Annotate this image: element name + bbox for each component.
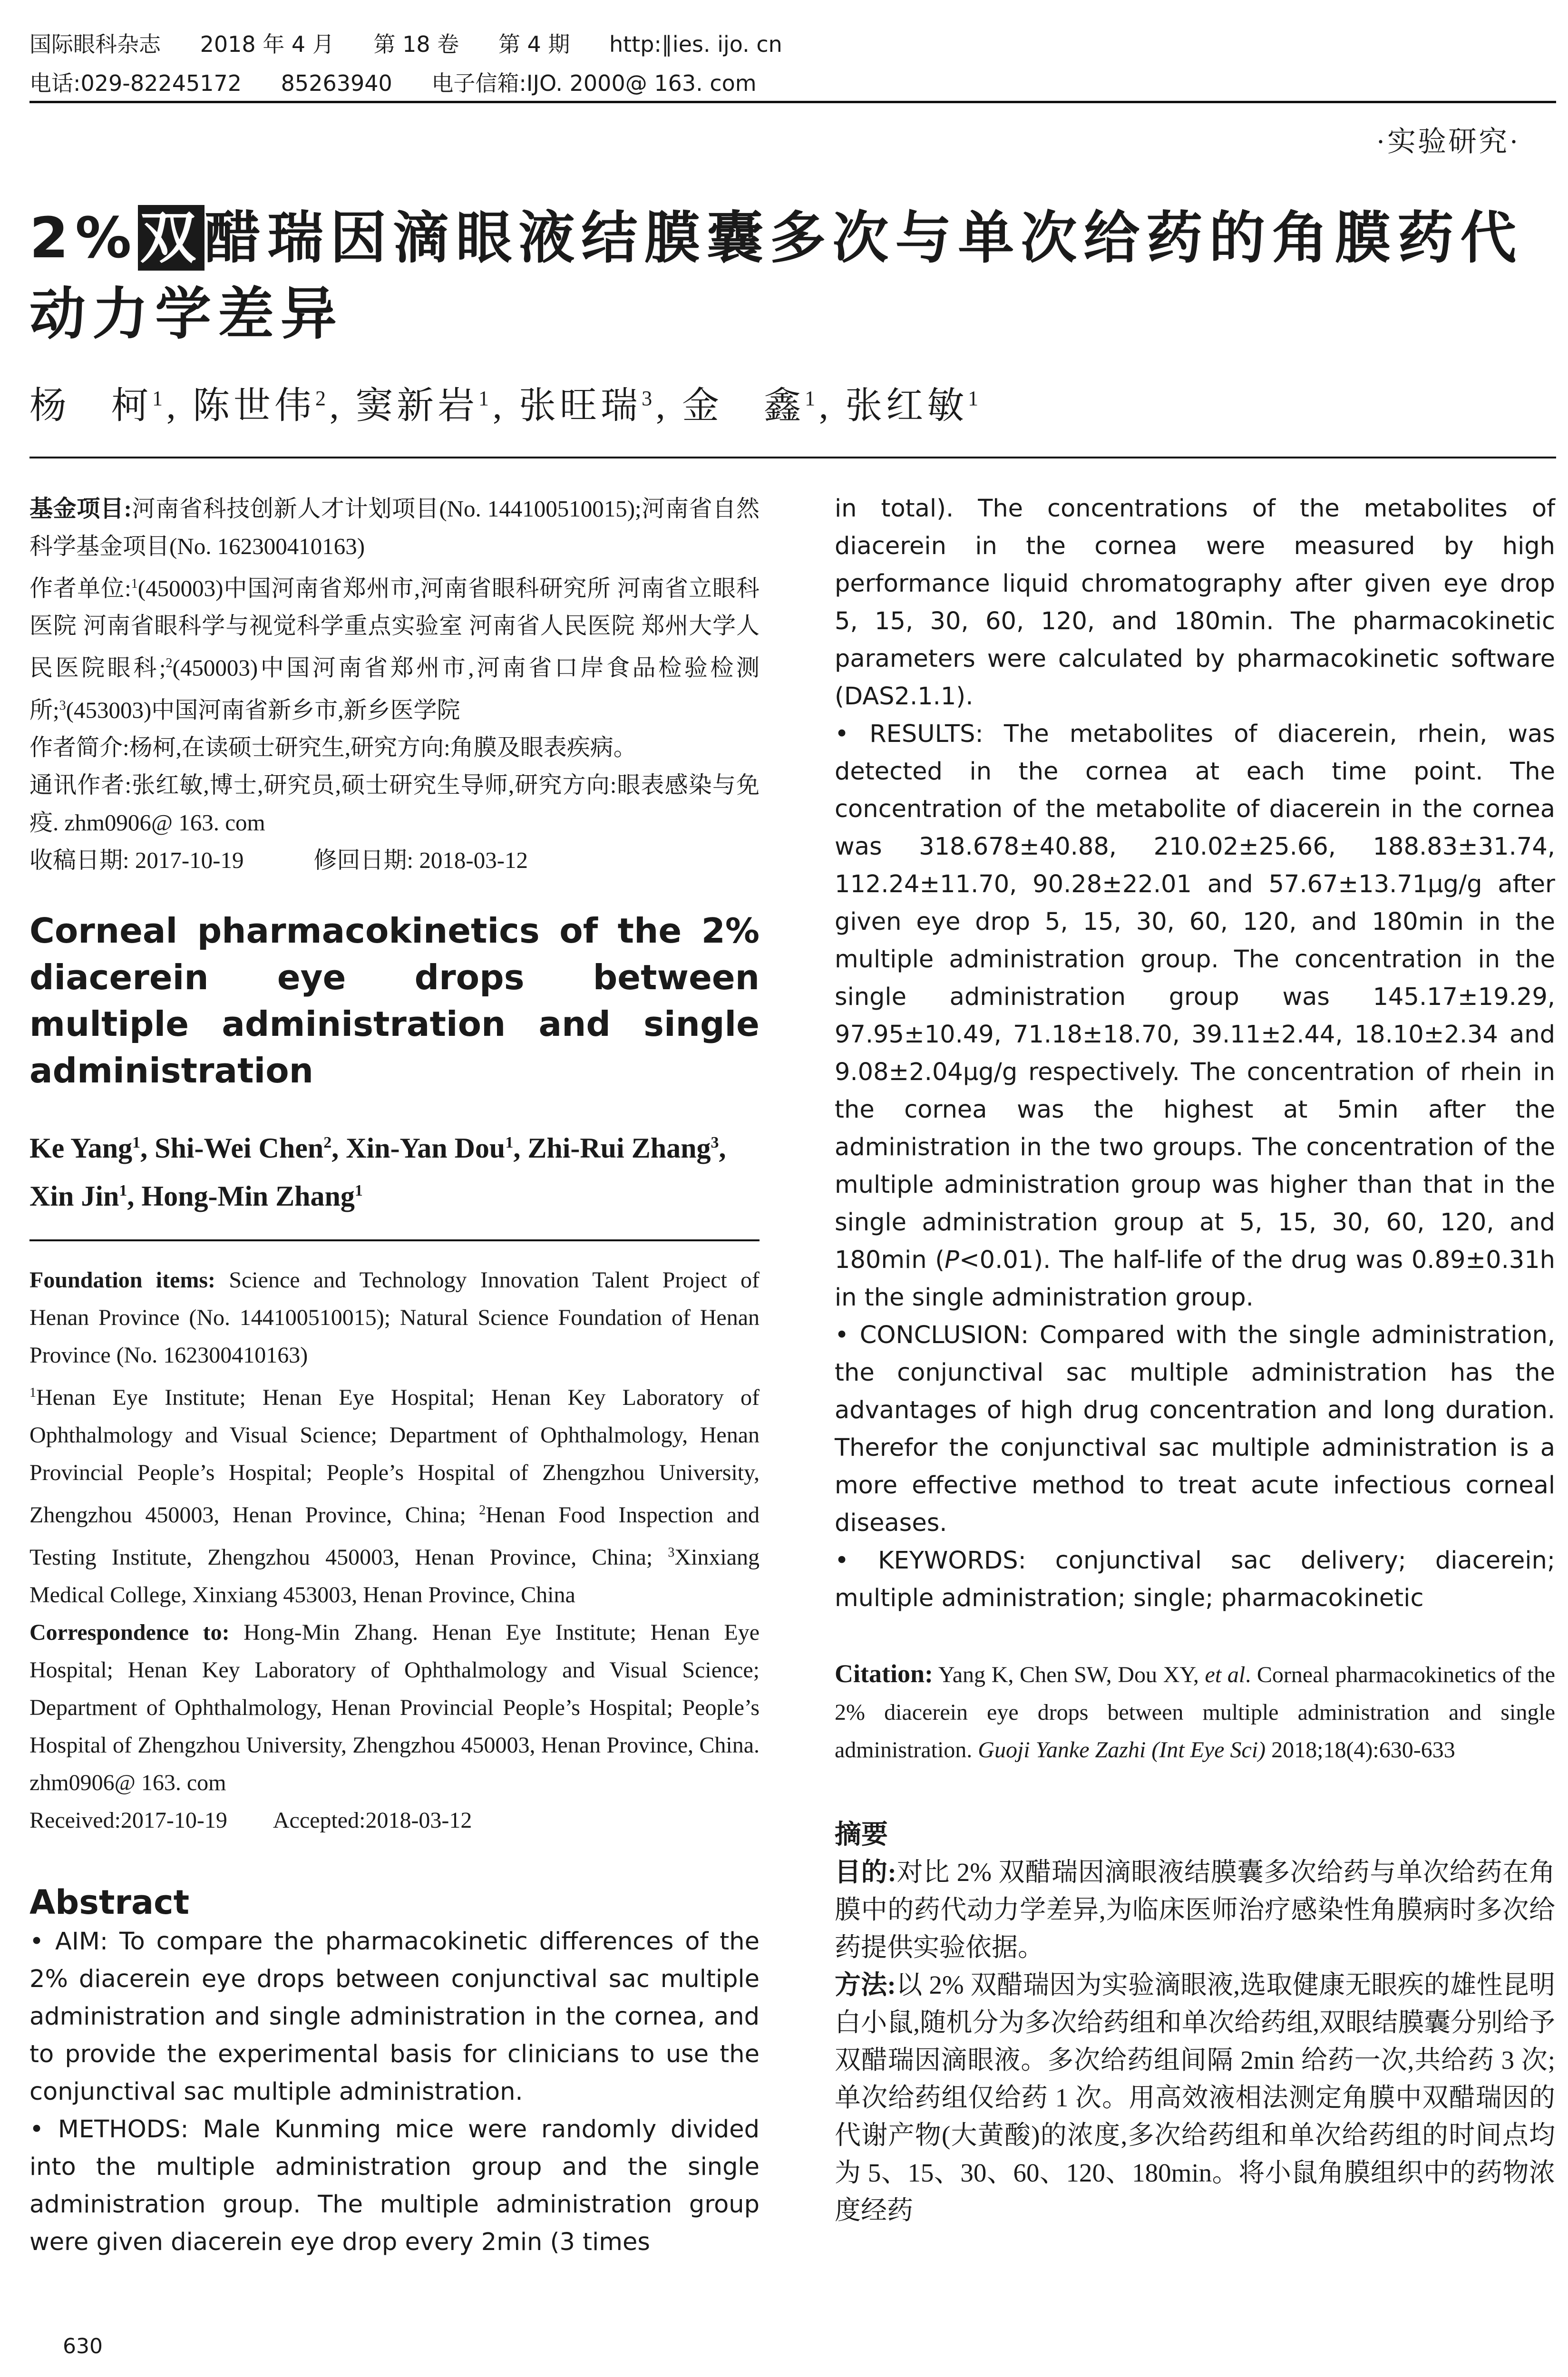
author-en-affiliation: 1 [119,1181,127,1199]
cn-methods-text: 以 2% 双醋瑞因为实验滴眼液,选取健康无眼疾的雄性昆明白小鼠,随机分为多次给药组和单次给药组,双眼结膜囊分别给予双醋瑞因滴眼液。多次给药组间隔 2min 给药一次,共给药 3 次;单次给药组仅给药 1 次。用高效液相法测定角膜中双醋瑞因的代谢产物(大黄酸)的浓度,多次给药组和单次给药组的时间点均为 5、15、30、60、120、180min。将小鼠角膜组织中的药物浓度经药 [835,1970,1555,2225]
title-highlighted-char: 双 [138,205,205,271]
received-date-cn: 收稿日期: 2017-10-19 [29,847,244,873]
abstract-results [835,715,1555,1316]
issue-number: 第 4 期 [498,31,570,57]
en-info-block [29,1261,760,1839]
authors-rule [29,1239,760,1241]
right-column [835,490,1555,2229]
aff2-sup: 2 [479,1502,486,1518]
author-bio-cn: 作者简介:杨柯,在读硕士研究生,研究方向:角膜及眼表疾病。 [29,734,637,760]
unit-1-cn: (450003)中国河南省郑州市,河南省眼科研究所 河南省立眼科医院 河南省眼科学与视觉科学重点实验室 河南省人民医院 郑州大学人民医院眼科; [29,575,760,681]
foundation-cn: 河南省科技创新人才计划项目(No. 144100510015);河南省自然科学基金项目(No. 162300410163) [29,496,760,559]
author-en: Shi-Wei Chen [155,1132,324,1164]
aff3-sup: 3 [668,1545,675,1560]
cn-abstract-heading: 摘要 [835,1820,888,1850]
author-en-affiliation: 2 [323,1133,332,1151]
title-rest: 醋瑞因滴眼液结膜囊多次与单次给药的角膜药代动力学差异 [29,205,1523,347]
title-rule [29,457,1556,458]
unit-1-sup: 1 [131,576,138,591]
phone-2: 85263940 [281,70,392,96]
journal-url[interactable]: http:∥ies. ijo. cn [609,31,782,57]
affiliation-3-en: Xinxiang Medical College, Xinxiang 453003, Henan Province, China [29,1544,760,1607]
citation-text: . Corneal pharmacokinetics of the 2% diacerein eye drops between multiple administration and single administration. [835,1662,1556,1763]
affiliation-2-en: Henan Food Inspection and Testing Institute, Zhengzhou 450003, Henan Province, China; [29,1502,760,1570]
author-cn-affiliation: 1 [478,387,493,410]
author-cn: 张旺瑞 [519,385,642,426]
authors-cn: 杨 柯$^1$, 陈世伟$^2$, 窦新岩$^1$, 张旺瑞$^3$, 金 鑫$^1$, 张红敏$^1$ [29,385,983,426]
author-cn-affiliation: 1 [968,387,983,410]
issue-date: 2018 年 4 月 [200,31,334,57]
author-cn: 杨 柯 [29,385,153,426]
title-prefix: 2% [29,205,138,271]
phone: 电话:029-82245172 [29,70,242,96]
p-value-symbol: P [945,1246,959,1274]
unit-2-sup: 2 [166,656,173,671]
author-en: Xin-Yan Dou [346,1132,506,1164]
foundation-en: Science and Technology Innovation Talent Project of Henan Province (No. 144100510015); Natural Science Foundation of Henan Province (No. 162300410163) [29,1267,760,1368]
section-tag: ·实验研究· [1376,126,1520,157]
citation-label: Citation: [835,1659,933,1688]
author-cn-affiliation: 1 [805,387,819,410]
author-cn-affiliation: 1 [152,387,167,410]
correspondence-cn: 通讯作者:张红敏,博士,研究员,硕士研究生导师,研究方向:眼表感染与免疫. zhm0906@ 163. com [29,771,760,836]
aff1-sup: 1 [29,1385,36,1400]
cn-info-block [29,490,760,879]
received-date-en: Received:2017-10-19 [29,1807,227,1833]
author-en: Hong-Min Zhang [141,1180,355,1212]
author-en: Xin Jin [29,1180,119,1212]
page-number: 630 [63,2334,103,2358]
author-en-affiliation: 1 [132,1133,141,1151]
author-cn: 窦新岩 [356,385,479,426]
accepted-date-en: Accepted:2018-03-12 [273,1807,472,1833]
abstract-conclusion: • CONCLUSION: Compared with the single administration, the conjunctival sac multiple administration has the advantages of high drug concentration and long duration. Therefor the conjunctival sac multiple administration is a more effective method to treat acute infectious corneal diseases. [835,1321,1555,1537]
abstract-aim: • AIM: To compare the pharmacokinetic differences of the 2% diacerein eye drops between conjunctival sac multiple administration and single administration in the cornea, and to provide the experimental basis for clinicians to use the conjunctival sac multiple administration. [29,1927,760,2106]
article-title-en: Corneal pharmacokinetics of the 2% diacerein eye drops between multiple administration and single administration [29,910,760,1091]
authors-en: Ke Yang$^1$, Shi-Wei Chen$^2$, Xin-Yan Dou$^1$, Zhi-Rui Zhang$^3$, Xin Jin$^1$, Hong-Min Zhang$^1$ [29,1132,726,1212]
unit-2-cn: (450003)中国河南省郑州市,河南省口岸食品检验检测所; [29,654,760,723]
cn-abstract-aim [835,1853,1555,1966]
cn-abstract-methods [835,1966,1555,2229]
foundation-label-cn: 基金项目: [29,496,132,522]
unit-3-cn: (453003)中国河南省新乡市,新乡医学院 [66,696,460,723]
author-en-affiliation: 1 [505,1133,514,1151]
email[interactable]: 电子信箱:IJO. 2000@ 163. com [431,70,757,96]
volume: 第 18 卷 [373,31,459,57]
author-cn-affiliation: 2 [315,387,330,410]
unit-3-sup: 3 [59,698,66,713]
results-text-end: <0.01). The half-life of the drug was 0.89±0.31h in the single administration group. [835,1246,1556,1312]
citation [835,1655,1555,1769]
citation-etal: et al [1205,1662,1246,1687]
author-en-affiliation: 3 [711,1133,719,1151]
journal-header-line-1 [29,25,1556,64]
author-cn: 金 鑫 [682,385,805,426]
foundation-label-en: Foundation items: [29,1267,215,1293]
abstract-heading: Abstract [29,1882,190,1922]
header-rule [29,101,1556,103]
journal-header [29,25,1556,103]
unit-label-cn: 作者单位: [29,575,131,602]
journal-header-line-2 [29,64,1556,103]
journal-name: 国际眼科杂志 [29,31,161,57]
author-en: Ke Yang [29,1132,133,1164]
citation-volume: 2018;18(4):630-633 [1266,1737,1455,1763]
author-cn-affiliation: 3 [642,387,656,410]
cn-aim-label: 目的: [835,1858,896,1887]
left-column [29,490,760,2261]
citation-authors: Yang K, Chen SW, Dou XY, [938,1662,1199,1687]
author-en-affiliation: 1 [354,1181,363,1199]
author-en: Zhi-Rui Zhang [527,1132,711,1164]
abstract-keywords: • KEYWORDS: conjunctival sac delivery; diacerein; multiple administration; single; pharmacokinetic [835,1547,1555,1612]
cn-methods-label: 方法: [835,1970,896,1999]
citation-journal: Guoji Yanke Zazhi (Int Eye Sci) [978,1737,1266,1763]
author-cn: 张红敏 [845,385,968,426]
author-cn: 陈世伟 [193,385,316,426]
results-text: • RESULTS: The metabolites of diacerein, rhein, was detected in the cornea at each time point. The concentration of the metabolite of diacerein in the cornea was 318.678±40.88, 210.02±25.66, 188.83±31.74, 112.24±11.70, 90.28±22.01 and 57.67±13.71μg/g after given eye drop 5, 15, 30, 60, 120, and 180min in the multiple administration group. The concentration in the single administration group was 145.17±19.29, 97.95±10.49, 71.18±18.70, 39.11±2.44, 18.10±2.34 and 9.08±2.04μg/g respectively. The concentration of rhein in the cornea was the highest at 5min after the administration in the two groups. The concentration of the multiple administration group was higher than that in the single administration group at 5, 15, 30, 60, 120, and 180min ( [835,720,1555,1274]
abstract-methods-start: • METHODS: Male Kunming mice were randomly divided into the multiple administration group and the single administration group. The multiple administration group were given diacerein eye drop every 2min (3 times [29,2115,760,2256]
correspondence-label-en: Correspondence to: [29,1619,230,1645]
affiliation-1-en: Henan Eye Institute; Henan Eye Hospital; Henan Key Laboratory of Ophthalmology and Visual Science; Department of Ophthalmology, Henan Provincial People’s Hospital; People’s Hospital of Zhengzhou University, Zhengzhou 450003, Henan Province, China; [29,1384,760,1528]
cn-aim-text: 对比 2% 双醋瑞因滴眼液结膜囊多次给药与单次给药在角膜中的药代动力学差异,为临床医师治疗感染性角膜病时多次给药提供实验依据。 [835,1858,1555,1962]
revised-date-cn: 修回日期: 2018-03-12 [313,847,528,873]
abstract-methods-continued: in total). The concentrations of the metabolites of diacerein in the cornea were measured by high performance liquid chromatography after given eye drop 5, 15, 30, 60, 120, and 180min. The pharmacokinetic parameters were calculated by pharmacokinetic software (DAS2.1.1). [835,495,1555,711]
correspondence-en: Hong-Min Zhang. Henan Eye Institute; Henan Eye Hospital; Henan Key Laboratory of Ophthalmology and Visual Science; Department of Ophthalmology, Henan Provincial People’s Hospital; People’s Hospital of Zhengzhou University, Zhengzhou 450003, Henan Province, China. zhm0906@ 163. com [29,1619,760,1795]
article-title-cn [29,200,1566,352]
